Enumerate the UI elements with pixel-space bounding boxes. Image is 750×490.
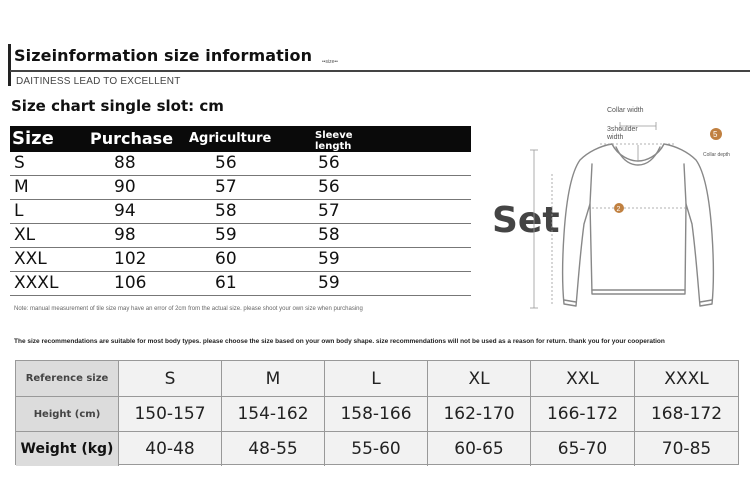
col-size: Size xyxy=(12,128,54,149)
cell-purchase: 88 xyxy=(114,153,136,173)
cell-text: XL xyxy=(468,368,490,389)
table-cell xyxy=(530,361,634,396)
row-header-label: Height (cm) xyxy=(33,408,101,420)
table-row xyxy=(10,248,471,272)
row-header xyxy=(16,361,118,396)
cell-purchase: 90 xyxy=(114,177,136,197)
col-sleeve-length: Sleeve length xyxy=(315,130,353,152)
table-cell xyxy=(427,361,530,396)
table-cell xyxy=(221,361,324,396)
row-header-label: Weight (kg) xyxy=(20,441,114,457)
table-cell xyxy=(427,432,530,466)
row-header-label: Reference size xyxy=(25,373,109,384)
cell-purchase: 102 xyxy=(114,249,147,269)
cell-text: 166-172 xyxy=(546,404,619,424)
measurement-note: Note: manual measurement of tile size may have an error of 2cm from the actual size. please shoot your own size when purchasing xyxy=(14,306,363,312)
cell-purchase: 98 xyxy=(114,225,136,245)
cell-text: S xyxy=(164,368,176,389)
cell-agriculture: 59 xyxy=(215,225,237,245)
cell-text: 162-170 xyxy=(443,404,515,424)
measurement-lines-icon xyxy=(530,122,685,308)
chest-marker-icon xyxy=(614,203,624,213)
cell-text: 70-85 xyxy=(661,439,712,459)
col-agriculture: Agriculture xyxy=(189,131,272,146)
cell-text: 150-157 xyxy=(134,404,206,424)
cell-purchase: 94 xyxy=(114,201,136,221)
table-row xyxy=(10,152,471,176)
cell-sleeve: 56 xyxy=(318,177,340,197)
row-header xyxy=(16,397,118,431)
cell-size: XL xyxy=(14,225,36,245)
weight-row xyxy=(16,431,738,466)
cell-size: S xyxy=(14,153,25,173)
reference-size-table xyxy=(15,360,739,465)
reference-size-row xyxy=(16,361,738,396)
cell-agriculture: 58 xyxy=(215,201,237,221)
cell-text: M xyxy=(265,368,281,389)
cell-agriculture: 61 xyxy=(215,273,237,293)
cell-text: 48-55 xyxy=(248,439,298,459)
table-cell xyxy=(530,397,634,431)
svg-text:5: 5 xyxy=(713,130,718,139)
sweater-outline-icon xyxy=(563,144,714,306)
collar-depth-label: Collar depth xyxy=(703,152,730,158)
header-subtitle: DAITINESS LEAD TO EXCELLENT xyxy=(16,76,181,87)
table-cell xyxy=(221,397,324,431)
svg-text:2: 2 xyxy=(616,206,621,213)
cell-purchase: 106 xyxy=(114,273,147,293)
table-cell xyxy=(634,397,738,431)
header-bracket xyxy=(8,44,11,86)
cell-sleeve: 56 xyxy=(318,153,340,173)
table-cell xyxy=(530,432,634,466)
cell-text: 168-172 xyxy=(650,404,723,424)
cell-text: XXXL xyxy=(664,368,709,389)
table-cell xyxy=(221,432,324,466)
table-cell xyxy=(118,361,221,396)
cell-sleeve: 59 xyxy=(318,273,340,293)
row-header xyxy=(16,432,118,466)
shoulder-width-label: 3shoulder width xyxy=(607,126,638,141)
height-row xyxy=(16,396,738,431)
collar-width-label: Collar width xyxy=(607,107,644,114)
cell-size: M xyxy=(14,177,29,197)
table-cell xyxy=(118,397,221,431)
cell-text: 158-166 xyxy=(340,404,412,424)
table-row xyxy=(10,200,471,224)
cell-size: XXXL xyxy=(14,273,59,293)
cell-text: 154-162 xyxy=(237,404,309,424)
table-cell xyxy=(118,432,221,466)
table-cell xyxy=(324,432,427,466)
cell-sleeve: 59 xyxy=(318,249,340,269)
cell-agriculture: 57 xyxy=(215,177,237,197)
header-divider xyxy=(10,70,750,72)
header-small-tag: ••size•• xyxy=(322,59,338,65)
collar-depth-marker-icon xyxy=(710,128,722,140)
cell-text: 65-70 xyxy=(557,439,608,459)
table-row xyxy=(10,224,471,248)
table-cell xyxy=(634,432,738,466)
table-cell xyxy=(324,397,427,431)
cell-size: L xyxy=(14,201,24,221)
table-row xyxy=(10,272,471,296)
cell-agriculture: 56 xyxy=(215,153,237,173)
table-cell xyxy=(324,361,427,396)
cell-sleeve: 57 xyxy=(318,201,340,221)
cell-text: XXL xyxy=(566,368,599,389)
cell-agriculture: 60 xyxy=(215,249,237,269)
page-title: Sizeinformation size information xyxy=(14,46,313,65)
cell-text: 40-48 xyxy=(145,439,195,459)
cell-text: L xyxy=(371,368,381,389)
cell-text: 60-65 xyxy=(454,439,504,459)
cell-size: XXL xyxy=(14,249,47,269)
set-label: Set xyxy=(492,200,560,241)
size-chart-title: Size chart single slot: cm xyxy=(11,97,224,115)
recommendation-note: The size recommendations are suitable for most body types. please choose the size based on your own body shape. size recommendations will not be used as a reason for return. thank you for your cooperation xyxy=(14,338,665,345)
col-purchase: Purchase xyxy=(90,129,174,148)
cell-text: 55-60 xyxy=(351,439,401,459)
table-cell xyxy=(634,361,738,396)
table-cell xyxy=(427,397,530,431)
cell-sleeve: 58 xyxy=(318,225,340,245)
table-row xyxy=(10,176,471,200)
size-chart-header-row xyxy=(10,126,471,152)
